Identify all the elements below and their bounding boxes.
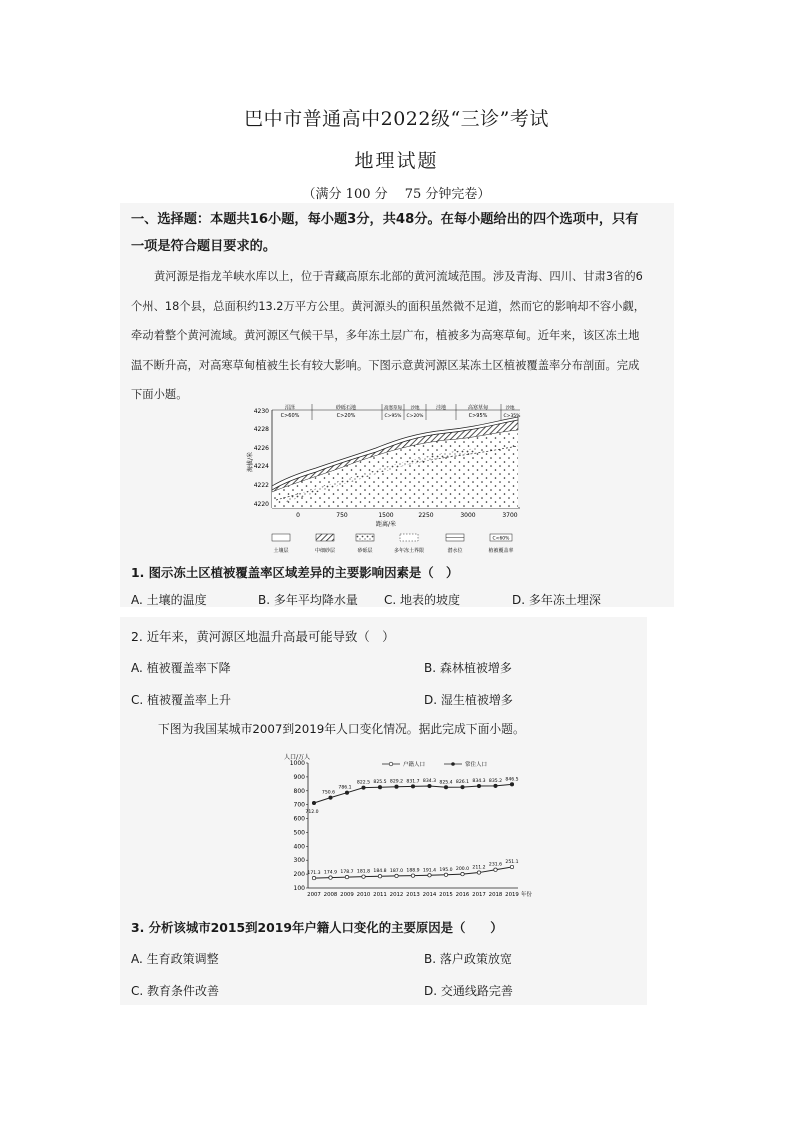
chart-y-tick-label: 400 [293,843,305,851]
chart-data-label: 786.1 [338,785,352,791]
chart-y-tick-label: 200 [293,871,305,879]
legend-swatch-gravel [356,534,374,541]
chart-data-label: 750.6 [321,790,336,796]
question-2-stem: 2. 近年来，黄河源区地温升高最可能导致（ ） [131,629,395,644]
chart-x-tick-label: 2014 [422,892,437,898]
x-tick-label: 1500 [378,512,394,519]
chart-data-label: 712.0 [305,810,319,815]
chart-y-label: 人口/万人 [284,754,311,761]
chart-data-label: 181.8 [356,869,371,875]
zone-header [272,404,521,420]
chart-data-label: 195.0 [439,867,453,873]
legend-label-resident: 常住人口 [465,762,488,768]
chart-data-label: 251.1 [505,860,519,866]
chart-point [378,875,381,878]
chart-point [428,784,431,787]
zone-cover: C>95% [468,413,488,419]
legend-label: 潜水位 [447,548,463,554]
zone-name: 洼地 [435,405,447,411]
legend-label: 多年冻土界限 [393,548,425,554]
chart-data-label: 822.5 [356,780,371,786]
chart-legend [382,760,487,768]
question-3-stem: 3. 分析该城市2015到2019年户籍人口变化的主要原因是（ ） [131,920,503,935]
x-tick-label: 750 [336,512,348,519]
chart-x-tick-label: 2015 [439,892,453,898]
zone-name: 沙地 [505,406,515,411]
question-3-option-c[interactable]: C. 教育条件改善 [131,984,220,998]
chart-point [461,785,464,788]
question-2-option-b[interactable]: B. 森林植被增多 [424,661,512,675]
chart-data-label: 826.1 [455,780,470,786]
exam-title: 巴中市普通高中2022级“三诊”考试 [244,108,549,130]
chart-data-label: 835.2 [488,778,503,784]
legend-swatch-permafrost [400,534,418,541]
chart-point [329,876,332,879]
chart-y-tick-label: 100 [293,885,305,892]
zone-cover: C>20% [336,413,356,419]
chart-y-tick-label: 700 [293,801,305,809]
chart-y-tick-label: 300 [293,857,305,865]
chart-x-tick-label: 2010 [356,892,371,898]
chart-point [411,874,414,877]
x-tick-label: 2250 [418,512,434,519]
chart-data-label: 825.4 [439,780,453,786]
chart-y-tick-label: 500 [293,829,305,837]
chart-y-tick-label: 800 [293,787,305,795]
chart-data-label: 846.5 [505,777,519,783]
chart-data-label: 178.7 [340,870,354,876]
chart-point [378,786,381,789]
passage-2: 下图为我国某城市2007到2019年人口变化情况。据此完成下面小题。 [158,722,525,736]
section-heading [131,206,671,260]
question-1-option-d[interactable]: D. 多年冻土埋深 [512,593,601,607]
section-heading-line1: 一、选择题：本题共16小题，每小题3分，共48分。在每小题给出的四个选项中，只有 [131,212,639,227]
legend-marker-open [389,762,393,766]
y-tick-label: 4226 [253,445,269,452]
chart-y-tick-label: 600 [293,815,305,823]
y-axis-label: 海拔/米 [247,451,254,473]
legend-sample-label: C<60% [492,536,510,542]
chart-x-suffix: 年份 [521,892,532,898]
question-3-option-d[interactable]: D. 交通线路完善 [424,984,513,998]
chart-data-label: 834.3 [422,779,437,785]
x-axis-label: 距离/米 [375,521,397,528]
legend-label: 中细砂层 [314,548,336,554]
passage-1: 黄河源是指龙羊峡水库以上，位于青藏高原东北部的黄河流域范围。涉及青海、四川、甘肃3省的6个州、18个县，总面积约13.2万平方公里。黄河源头的面积虽然微不足道，然而它的影响却不容小觑，牵动着整个黄河流域。黄河源区气候干旱，多年冻土层广布，植被多为高寒草甸。近年来，该区冻土地温不断升高，对高寒草甸植被生长有较大影响。下图示意黄河源区某冻土区植被覆盖率分布剖面。完成下面小题。 [131,270,646,402]
chart-point [312,876,315,879]
chart-x-tick-label: 2019 [505,892,519,898]
chart-data-label: 171.3 [307,871,321,877]
section-heading-line2: 一项是符合题目要求的。 [131,239,277,254]
chart-point [444,786,447,789]
chart-data-label: 187.0 [389,868,404,874]
chart-x-tick-label: 2009 [340,892,354,898]
legend-label: 土壤层 [273,548,289,554]
zone-cover: C>60% [280,413,300,419]
y-tick-label: 4228 [253,426,269,433]
chart-point [477,784,480,787]
question-1-option-b[interactable]: B. 多年平均降水量 [258,593,358,607]
chart-point [362,875,365,878]
chart-point [444,873,447,876]
chart-point [494,868,497,871]
chart-point [345,875,348,878]
chart-data-label: 184.8 [373,869,387,875]
question-3-option-a[interactable]: A. 生育政策调整 [131,952,219,966]
question-2-option-a[interactable]: A. 植被覆盖率下降 [131,661,231,675]
chart-point [477,871,480,874]
chart-y-tick-label: 1000 [289,760,305,767]
x-tick-label: 3000 [460,512,476,519]
legend-label: 砂砾层 [357,548,373,554]
question-1-option-c[interactable]: C. 地表的坡度 [384,593,461,607]
y-tick-label: 4220 [253,501,269,508]
zone-cover: C>35% [503,414,521,419]
zone-name: 高寒草甸 [384,406,402,411]
chart-x-tick-label: 2017 [472,892,486,898]
legend-swatch-fine-sand [316,534,334,541]
y-tick-label: 4222 [253,482,269,489]
chart-point [494,784,497,787]
chart-point [345,791,348,794]
zone-name: 高寒草甸 [467,405,489,411]
chart-point [411,785,414,788]
question-3-option-b[interactable]: B. 落户政策放宽 [424,952,512,966]
chart-x-tick-label: 2018 [488,892,503,898]
question-2-option-d[interactable]: D. 湿生植被增多 [424,693,513,707]
legend-label: 植被覆盖率 [488,548,514,554]
exam-subject: 地理试题 [354,150,439,172]
chart-point [362,786,365,789]
chart-x-tick-label: 2013 [406,892,420,898]
question-1-stem: 1. 图示冻土区植被覆盖率区域差异的主要影响因素是（ ） [131,565,459,580]
population-line-chart [282,748,532,908]
y-ticks [254,408,269,508]
chart-x-tick-label: 2012 [389,892,404,898]
chart-data-label: 200.0 [455,867,470,873]
chart-point [329,796,332,799]
chart-point [461,872,464,875]
legend-label-registered: 户籍人口 [403,762,426,768]
chart-x-tick-label: 2008 [323,892,338,898]
y-tick-label: 4230 [253,408,269,415]
legend-swatch-soil [272,534,290,541]
chart-data-label: 834.3 [472,779,486,785]
chart-data-label: 829.2 [389,779,404,785]
chart-x-tick-label: 2011 [373,892,387,898]
chart-data-label: 831.7 [406,779,420,785]
chart-point [510,783,513,786]
x-tick-label: 0 [296,512,300,519]
figure-legend [272,534,514,554]
zone-name: 沼泽 [284,405,296,411]
chart-point [510,865,513,868]
chart-y-tick-label: 900 [293,773,305,781]
chart-point [395,785,398,788]
question-2-option-c[interactable]: C. 植被覆盖率上升 [131,693,232,707]
chart-point [428,874,431,877]
zone-cover: C>20% [406,414,424,419]
question-1-option-a[interactable]: A. 土壤的温度 [131,593,207,607]
x-tick-label: 3700 [502,512,518,519]
chart-data-label: 231.6 [488,862,503,868]
y-tick-label: 4224 [253,463,269,470]
legend-marker-filled [451,762,455,766]
zone-cover: C>95% [384,414,402,419]
chart-point [395,874,398,877]
x-ticks [296,512,518,519]
chart-data-label: 211.2 [472,865,486,871]
chart-data-label: 191.4 [422,868,437,874]
chart-x-tick-label: 2007 [307,892,321,898]
zone-name: 砂砾石地 [335,405,357,411]
chart-data-label: 188.9 [406,868,420,874]
permafrost-profile-figure [246,400,536,558]
exam-info: （满分 100 分 75 分钟完卷） [302,187,491,202]
chart-point [312,801,315,804]
chart-data-label: 174.9 [323,870,338,876]
chart-x-tick-label: 2016 [455,892,470,898]
chart-data-label: 825.5 [373,780,387,786]
zone-name: 沙地 [410,406,420,411]
